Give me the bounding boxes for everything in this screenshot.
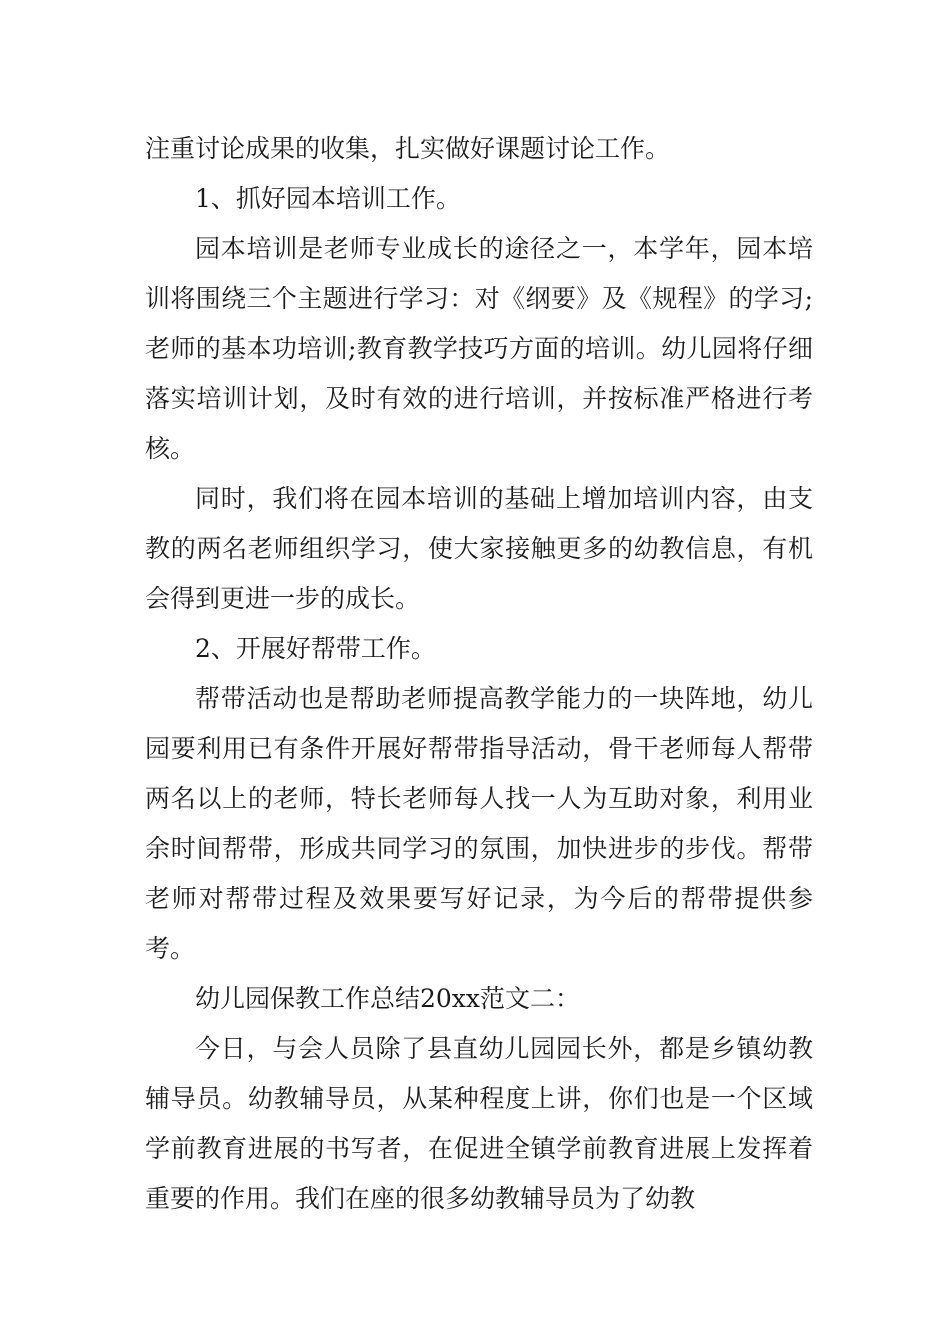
document-body: [145, 124, 813, 1224]
paragraph-training-themes: 园本培训是老师专业成长的途径之一，本学年，园本培训将围绕三个主题进行学习：对《纲要》及《规程》的学习;老师的基本功培训;教育教学技巧方面的培训。幼儿园将仔细落实培训计划，及时有效的进行培训，并按标准严格进行考核。: [145, 234, 813, 463]
paragraph-training-extension: 同时，我们将在园本培训的基础上增加培训内容，由支教的两名老师组织学习，使大家接触更多的幼教信息，有机会得到更进一步的成长。: [145, 484, 813, 613]
section-heading-training: 1、抓好园本培训工作。: [195, 184, 461, 213]
paragraph-continuation: 注重讨论成果的收集，扎实做好课题讨论工作。: [145, 134, 671, 163]
paragraph-sample-two-intro: 今日，与会人员除了县直幼儿园园长外，都是乡镇幼教辅导员。幼教辅导员，从某种程度上讲，你们也是一个区域学前教育进展的书写者，在促进全镇学前教育进展上发挥着重要的作用。我们在座的很多幼教辅导员为了幼教: [145, 1034, 813, 1213]
section-heading-mentoring: 2、开展好帮带工作。: [195, 634, 436, 663]
section-heading-sample-two: 幼儿园保教工作总结20xx范文二：: [195, 984, 581, 1013]
paragraph-mentoring: 帮带活动也是帮助老师提高教学能力的一块阵地，幼儿园要利用已有条件开展好帮带指导活动，骨干老师每人帮带两名以上的老师，特长老师每人找一人为互助对象，利用业余时间帮带，形成共同学习的氛围，加快进步的步伐。帮带老师对帮带过程及效果要写好记录，为今后的帮带提供参考。: [145, 684, 813, 963]
